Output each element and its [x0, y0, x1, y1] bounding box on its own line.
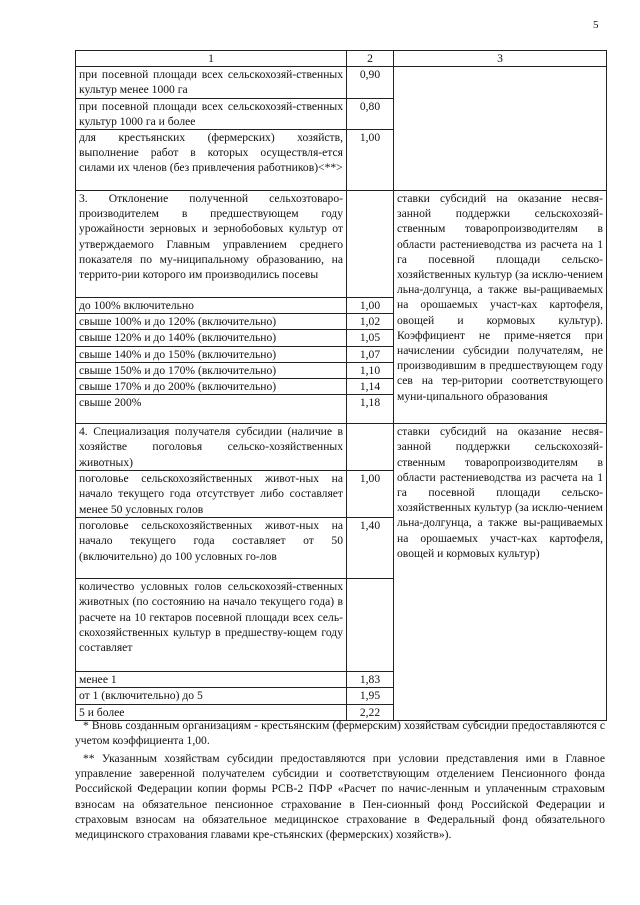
row-value: 0,80 [347, 98, 394, 129]
row-value: 1,14 [347, 379, 394, 395]
row-label: менее 1 [76, 672, 347, 688]
section-4-title: 4. Специализация получателя субсидии (наличие в хозяйстве поголовья сельско-хозяйственных животных) [76, 424, 347, 471]
header-col-2: 2 [347, 51, 394, 67]
coefficients-table [75, 50, 607, 721]
footnote-2: ** Указанным хозяйствам субсидии предоставляются при условии представления ими в Главное управление заверенной получателем субсидии и соответствующим отделением Пенсионного фонда Российской Федерации копии формы РСВ-2 ПФР «Расчет по начис-ленным и уплаченным страховым взносам на обязательное пенсионное страхование в Пен-сионный фонд Российской Федерации и страховым взносам на обязательное медицинское страхование в Федеральный фонд обязательного медицинского страхования главами кре-стьянских (фермерских) хозяйств»). [75, 752, 605, 842]
row-value: 1,02 [347, 314, 394, 330]
section-3-title: 3. Отклонение полученной сельхозтоваро-производителем в предшествующем году урожайности зерновых и зернобобовых культур от утверждаемого Главным управлением среднего показателя по му-ниципальному образованию, на террито-рии которого им производились посевы [76, 191, 347, 298]
table-header-row [76, 51, 607, 67]
row-value: 1,18 [347, 395, 394, 424]
section-4-title-row [76, 424, 607, 471]
row-value: 1,00 [347, 298, 394, 314]
header-col-1: 1 [76, 51, 347, 67]
row-label: при посевной площади всех сельскохозяй-ственных культур менее 1000 га [76, 67, 347, 98]
row-label: свыше 140% и до 150% (включительно) [76, 346, 347, 362]
row-label: количество условных голов сельскохозяй-ственных животных (по состоянию на начало текущего года) в расчете на 10 гектаров посевной площади всех сель-скохозяйственных культур в предшеству-ющем году составляет [76, 579, 347, 672]
row-value: 1,00 [347, 471, 394, 518]
row-value: 0,90 [347, 67, 394, 98]
row-label: для крестьянских (фермерских) хозяйств, выполнение работ в которых осуществля-ется силами их членов (без привлечения работников)<**> [76, 130, 347, 191]
row-value: 1,00 [347, 130, 394, 191]
row-value: 1,95 [347, 688, 394, 704]
row-label: от 1 (включительно) до 5 [76, 688, 347, 704]
empty-cell [394, 67, 607, 191]
row-label: 5 и более [76, 704, 347, 720]
row-label: свыше 120% и до 140% (включительно) [76, 330, 347, 346]
row-label: при посевной площади всех сельскохозяй-ственных культур 1000 га и более [76, 98, 347, 129]
empty-cell [347, 191, 394, 298]
row-value: 1,40 [347, 518, 394, 579]
row-label: свыше 100% и до 120% (включительно) [76, 314, 347, 330]
footnote-1: * Вновь созданным организациям - крестьянским (фермерским) хозяйствам субсидии предоставляются с учетом коэффициента 1,00. [75, 719, 605, 748]
header-col-3: 3 [394, 51, 607, 67]
row-value: 1,07 [347, 346, 394, 362]
row-value: 2,22 [347, 704, 394, 720]
section-3-note: ставки субсидий на оказание несвя-занной поддержки сельскохозяй-ственным товаропроизводителям в области растениеводства из расчета на 1 га посевной площади сельско-хозяйственных культур (за исклю-чением льна-долгунца, а также вы-ращиваемых на орошаемых участ-ках картофеля, овощей и кормовых культур). Коэффициент не приме-няется при начислении субсидии получателям, не производившим в предшествующем году сев на тер-ритории соответствующего муни-ципального образования [394, 191, 607, 424]
table-row [76, 67, 607, 98]
section-3-title-row [76, 191, 607, 298]
page-number: 5 [593, 19, 599, 31]
section-4-note: ставки субсидий на оказание несвя-занной поддержки сельскохозяй-ственным товаропроизводителям в области растениеводства из расчета на 1 га посевной площади сельско-хозяйственных культур (за исклю-чением льна-долгунца, а также вы-ращиваемых на орошаемых участ-ках картофеля, овощей и кормовых культур) [394, 424, 607, 721]
empty-cell [347, 424, 394, 471]
row-label: поголовье сельскохозяйственных живот-ных на начало текущего года отсутствует либо составляет менее 50 условных голов [76, 471, 347, 518]
row-label: свыше 150% и до 170% (включительно) [76, 362, 347, 378]
row-label: свыше 200% [76, 395, 347, 424]
row-value: 1,05 [347, 330, 394, 346]
row-value [347, 579, 394, 672]
row-label: свыше 170% и до 200% (включительно) [76, 379, 347, 395]
row-label: поголовье сельскохозяйственных живот-ных на начало текущего года составляет от 50 (включительно) до 100 условных го-лов [76, 518, 347, 579]
row-value: 1,10 [347, 362, 394, 378]
row-label: до 100% включительно [76, 298, 347, 314]
row-value: 1,83 [347, 672, 394, 688]
